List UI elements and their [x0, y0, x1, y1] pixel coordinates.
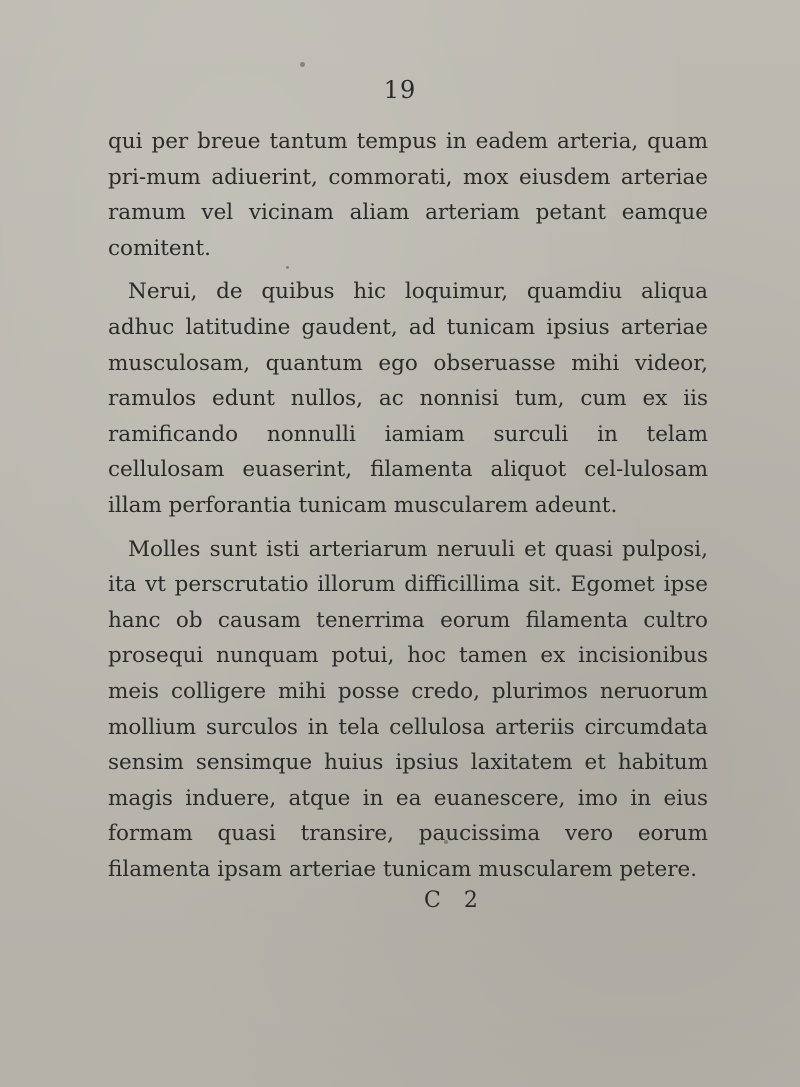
signature-mark: C 2 — [424, 888, 486, 913]
ink-spot — [300, 62, 305, 67]
paragraph: Nerui, de quibus hic loquimur, quamdiu aliqua adhuc latitudine gaudent, ad tunicam ipsius arteriae musculosam, quantum ego obseruasse mihi videor, ramulos edunt nullos, ac nonnisi tum, cum ex iis ramificando nonnulli iamiam surculi in telam cellulosam euaserint, filamenta aliquot cel-lulosam illam perforantia tunicam muscularem adeunt. — [108, 279, 708, 518]
paragraph: qui per breue tantum tempus in eadem arteria, quam pri-mum adiuerint, commorati, mox eiusdem arteriae ramum vel vicinam aliam arteriam petant eamque comitent. — [108, 129, 708, 261]
page-number: 19 — [383, 76, 417, 104]
body-text — [108, 124, 708, 887]
paragraph: Molles sunt isti arteriarum neruuli et quasi pulposi, ita vt perscrutatio illorum difficillima sit. Egomet ipse hanc ob causam tenerrima eorum filamenta cultro prosequi nunquam potui, hoc tamen ex incisionibus meis colligere mihi posse credo, plurimos neruorum mollium surculos in tela cellulosa arteriis circumdata sensim sensimque huius ipsius laxitatem et habitum magis induere, atque in ea euanescere, imo in eius formam quasi transire, paucissima vero eorum filamenta ipsam arteriae tunicam muscularem petere. — [108, 536, 708, 882]
